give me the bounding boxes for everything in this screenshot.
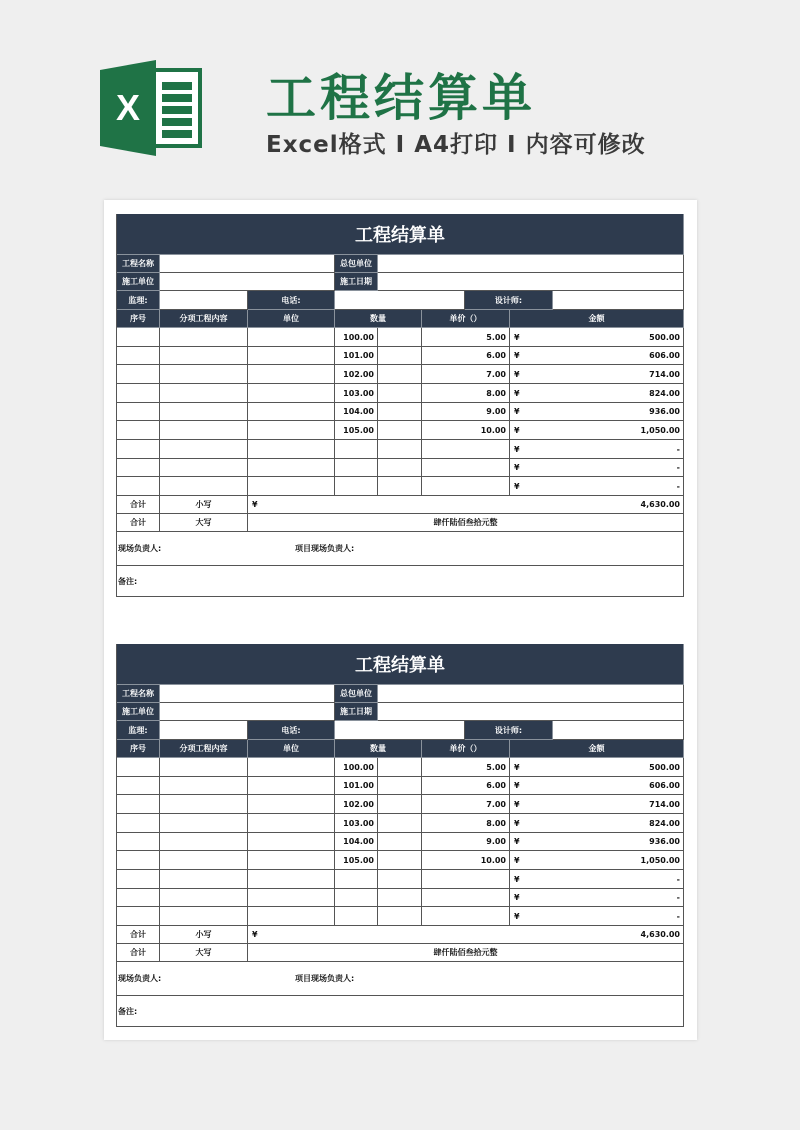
amount-cell[interactable] xyxy=(510,365,684,384)
currency-symbol: ¥ xyxy=(514,407,520,416)
site-manager-label: 现场负责人: xyxy=(118,974,162,983)
banner-subtitle: Excel格式 I A4打印 I 内容可修改 xyxy=(266,132,646,158)
item-content-cell[interactable] xyxy=(160,421,248,440)
quantity-extra-cell[interactable] xyxy=(378,403,422,421)
total-label[interactable]: 合计 xyxy=(117,514,160,532)
row-index-cell[interactable] xyxy=(117,459,160,477)
column-header: 数量 xyxy=(335,310,422,328)
currency-symbol: ¥ xyxy=(514,762,520,772)
row-index-cell[interactable] xyxy=(117,870,160,889)
unit-price-cell[interactable]: 10.00 xyxy=(422,421,510,440)
currency-symbol: ¥ xyxy=(514,388,520,398)
unit-cell[interactable] xyxy=(248,421,335,440)
currency-symbol: ¥ xyxy=(514,837,520,846)
item-content-cell[interactable] xyxy=(160,889,248,907)
general-contractor-field[interactable] xyxy=(378,685,684,703)
total-big-cell[interactable]: 肆仟陆佰叁拾元整 xyxy=(248,514,684,532)
item-content-cell[interactable] xyxy=(160,907,248,926)
small-label[interactable]: 小写 xyxy=(160,496,248,514)
total-small-value: 4,630.00 xyxy=(640,930,680,939)
quantity-extra-cell[interactable] xyxy=(378,833,422,851)
amount-value: - xyxy=(676,481,680,491)
amount-value: 936.00 xyxy=(649,837,680,846)
column-header: 分项工程内容 xyxy=(160,310,248,328)
signature-row[interactable] xyxy=(117,962,684,996)
item-content-cell[interactable] xyxy=(160,347,248,365)
quantity-cell[interactable]: 102.00 xyxy=(335,365,378,384)
currency-symbol: ¥ xyxy=(514,799,520,809)
currency-symbol: ¥ xyxy=(252,500,258,509)
unit-cell[interactable] xyxy=(248,459,335,477)
total-big-cell[interactable]: 肆仟陆佰叁拾元整 xyxy=(248,944,684,962)
total-label[interactable]: 合计 xyxy=(117,944,160,962)
label-project-name: 工程名称 xyxy=(117,685,160,703)
unit-price-cell[interactable] xyxy=(422,870,510,889)
settlement-sheet-1 xyxy=(117,214,684,597)
amount-value: 500.00 xyxy=(649,332,680,342)
quantity-cell[interactable]: 105.00 xyxy=(335,851,378,870)
phone-field[interactable] xyxy=(335,291,465,310)
row-index-cell[interactable] xyxy=(117,384,160,403)
quantity-cell[interactable]: 102.00 xyxy=(335,795,378,814)
amount-cell[interactable] xyxy=(510,440,684,459)
amount-cell[interactable] xyxy=(510,384,684,403)
quantity-extra-cell[interactable] xyxy=(378,365,422,384)
amount-value: - xyxy=(676,444,680,454)
row-index-cell[interactable] xyxy=(117,795,160,814)
quantity-cell[interactable] xyxy=(335,440,378,459)
unit-cell[interactable] xyxy=(248,814,335,833)
unit-cell[interactable] xyxy=(248,758,335,777)
currency-symbol: ¥ xyxy=(514,351,520,360)
quantity-extra-cell[interactable] xyxy=(378,440,422,459)
unit-price-cell[interactable]: 5.00 xyxy=(422,328,510,347)
phone-field[interactable] xyxy=(335,721,465,740)
currency-symbol: ¥ xyxy=(514,332,520,342)
amount-cell[interactable] xyxy=(510,758,684,777)
unit-price-cell[interactable]: 6.00 xyxy=(422,777,510,795)
currency-symbol: ¥ xyxy=(514,818,520,828)
amount-cell[interactable] xyxy=(510,477,684,496)
label-supervisor: 监理: xyxy=(117,721,160,740)
label-construction-date: 施工日期 xyxy=(335,703,378,721)
construction-unit-field[interactable] xyxy=(160,703,335,721)
designer-field[interactable] xyxy=(553,721,684,740)
site-manager-label: 现场负责人: xyxy=(118,544,162,553)
amount-cell[interactable] xyxy=(510,870,684,889)
row-index-cell[interactable] xyxy=(117,889,160,907)
amount-value: 606.00 xyxy=(649,351,680,360)
column-header: 单位 xyxy=(248,740,335,758)
unit-cell[interactable] xyxy=(248,365,335,384)
quantity-extra-cell[interactable] xyxy=(378,851,422,870)
currency-symbol: ¥ xyxy=(514,463,520,472)
unit-cell[interactable] xyxy=(248,870,335,889)
item-content-cell[interactable] xyxy=(160,870,248,889)
project-name-field[interactable] xyxy=(160,685,335,703)
sheet-title: 工程结算单 xyxy=(117,644,684,685)
signature-row[interactable] xyxy=(117,532,684,566)
label-designer: 设计师: xyxy=(465,291,553,310)
quantity-extra-cell[interactable] xyxy=(378,870,422,889)
sheet-title: 工程结算单 xyxy=(117,214,684,255)
label-general-contractor: 总包单位 xyxy=(335,255,378,273)
quantity-cell[interactable]: 103.00 xyxy=(335,814,378,833)
amount-cell[interactable] xyxy=(510,814,684,833)
unit-price-cell[interactable] xyxy=(422,889,510,907)
row-index-cell[interactable] xyxy=(117,851,160,870)
quantity-cell[interactable] xyxy=(335,459,378,477)
item-content-cell[interactable] xyxy=(160,365,248,384)
row-index-cell[interactable] xyxy=(117,403,160,421)
unit-price-cell[interactable] xyxy=(422,907,510,926)
unit-price-cell[interactable] xyxy=(422,459,510,477)
label-phone: 电话: xyxy=(248,721,335,740)
project-name-field[interactable] xyxy=(160,255,335,273)
row-index-cell[interactable] xyxy=(117,421,160,440)
unit-cell[interactable] xyxy=(248,889,335,907)
item-content-cell[interactable] xyxy=(160,833,248,851)
unit-cell[interactable] xyxy=(248,907,335,926)
item-content-cell[interactable] xyxy=(160,795,248,814)
row-index-cell[interactable] xyxy=(117,777,160,795)
designer-field[interactable] xyxy=(553,291,684,310)
column-header: 数量 xyxy=(335,740,422,758)
label-supervisor: 监理: xyxy=(117,291,160,310)
quantity-extra-cell[interactable] xyxy=(378,777,422,795)
column-header: 序号 xyxy=(117,310,160,328)
label-project-name: 工程名称 xyxy=(117,255,160,273)
currency-symbol: ¥ xyxy=(514,444,520,454)
amount-value: 824.00 xyxy=(649,818,680,828)
currency-symbol: ¥ xyxy=(514,855,520,865)
quantity-cell[interactable]: 101.00 xyxy=(335,347,378,365)
currency-symbol: ¥ xyxy=(514,425,520,435)
amount-value: 936.00 xyxy=(649,407,680,416)
project-site-manager-label: 项目现场负责人: xyxy=(295,974,355,983)
unit-price-cell[interactable]: 9.00 xyxy=(422,403,510,421)
currency-symbol: ¥ xyxy=(514,481,520,491)
total-small-cell[interactable] xyxy=(248,496,684,514)
quantity-extra-cell[interactable] xyxy=(378,328,422,347)
unit-price-cell[interactable]: 7.00 xyxy=(422,795,510,814)
unit-cell[interactable] xyxy=(248,851,335,870)
remarks-label: 备注: xyxy=(118,1006,138,1016)
unit-price-cell[interactable] xyxy=(422,440,510,459)
amount-cell[interactable] xyxy=(510,347,684,365)
row-index-cell[interactable] xyxy=(117,833,160,851)
column-header: 序号 xyxy=(117,740,160,758)
row-index-cell[interactable] xyxy=(117,347,160,365)
column-header: 分项工程内容 xyxy=(160,740,248,758)
amount-cell[interactable] xyxy=(510,328,684,347)
unit-cell[interactable] xyxy=(248,347,335,365)
currency-symbol: ¥ xyxy=(252,930,258,939)
item-content-cell[interactable] xyxy=(160,777,248,795)
general-contractor-field[interactable] xyxy=(378,255,684,273)
construction-unit-field[interactable] xyxy=(160,273,335,291)
quantity-extra-cell[interactable] xyxy=(378,795,422,814)
unit-cell[interactable] xyxy=(248,384,335,403)
amount-value: 1,050.00 xyxy=(640,425,680,435)
amount-value: 824.00 xyxy=(649,388,680,398)
amount-cell[interactable] xyxy=(510,459,684,477)
quantity-cell[interactable] xyxy=(335,870,378,889)
big-label[interactable]: 大写 xyxy=(160,944,248,962)
total-small-value: 4,630.00 xyxy=(640,500,680,509)
row-index-cell[interactable] xyxy=(117,440,160,459)
column-header: 单价（） xyxy=(422,740,510,758)
quantity-extra-cell[interactable] xyxy=(378,421,422,440)
quantity-extra-cell[interactable] xyxy=(378,384,422,403)
big-label[interactable]: 大写 xyxy=(160,514,248,532)
unit-price-cell[interactable]: 5.00 xyxy=(422,758,510,777)
currency-symbol: ¥ xyxy=(514,369,520,379)
quantity-extra-cell[interactable] xyxy=(378,347,422,365)
row-index-cell[interactable] xyxy=(117,477,160,496)
banner-title: 工程结算单 xyxy=(266,69,536,127)
label-phone: 电话: xyxy=(248,291,335,310)
amount-cell[interactable] xyxy=(510,777,684,795)
quantity-cell[interactable] xyxy=(335,907,378,926)
amount-value: 1,050.00 xyxy=(640,855,680,865)
project-site-manager-label: 项目现场负责人: xyxy=(295,544,355,553)
unit-cell[interactable] xyxy=(248,833,335,851)
quantity-cell[interactable]: 104.00 xyxy=(335,403,378,421)
amount-cell[interactable] xyxy=(510,403,684,421)
label-construction-unit: 施工单位 xyxy=(117,703,160,721)
supervisor-field[interactable] xyxy=(160,291,248,310)
unit-cell[interactable] xyxy=(248,795,335,814)
unit-price-cell[interactable]: 6.00 xyxy=(422,347,510,365)
amount-value: 606.00 xyxy=(649,781,680,790)
amount-value: - xyxy=(676,463,680,472)
excel-logo-icon xyxy=(100,60,202,156)
item-content-cell[interactable] xyxy=(160,851,248,870)
unit-cell[interactable] xyxy=(248,440,335,459)
amount-value: 714.00 xyxy=(649,369,680,379)
label-construction-date: 施工日期 xyxy=(335,273,378,291)
amount-cell[interactable] xyxy=(510,795,684,814)
amount-value: - xyxy=(676,893,680,902)
svg-text:X: X xyxy=(115,87,141,128)
remarks-row[interactable] xyxy=(117,566,684,597)
amount-value: 714.00 xyxy=(649,799,680,809)
quantity-extra-cell[interactable] xyxy=(378,889,422,907)
quantity-extra-cell[interactable] xyxy=(378,907,422,926)
quantity-extra-cell[interactable] xyxy=(378,758,422,777)
unit-price-cell[interactable] xyxy=(422,477,510,496)
column-header: 金额 xyxy=(510,740,684,758)
quantity-extra-cell[interactable] xyxy=(378,477,422,496)
quantity-cell[interactable]: 100.00 xyxy=(335,758,378,777)
unit-cell[interactable] xyxy=(248,477,335,496)
label-designer: 设计师: xyxy=(465,721,553,740)
unit-cell[interactable] xyxy=(248,403,335,421)
item-content-cell[interactable] xyxy=(160,384,248,403)
construction-date-field[interactable] xyxy=(378,703,684,721)
amount-cell[interactable] xyxy=(510,421,684,440)
row-index-cell[interactable] xyxy=(117,328,160,347)
amount-value: 500.00 xyxy=(649,762,680,772)
remarks-label: 备注: xyxy=(118,576,138,586)
label-construction-unit: 施工单位 xyxy=(117,273,160,291)
item-content-cell[interactable] xyxy=(160,758,248,777)
item-content-cell[interactable] xyxy=(160,403,248,421)
row-index-cell[interactable] xyxy=(117,758,160,777)
currency-symbol: ¥ xyxy=(514,874,520,884)
quantity-extra-cell[interactable] xyxy=(378,459,422,477)
row-index-cell[interactable] xyxy=(117,907,160,926)
quantity-cell[interactable]: 104.00 xyxy=(335,833,378,851)
amount-cell[interactable] xyxy=(510,851,684,870)
item-content-cell[interactable] xyxy=(160,328,248,347)
total-small-cell[interactable] xyxy=(248,926,684,944)
amount-value: - xyxy=(676,911,680,921)
quantity-cell[interactable]: 100.00 xyxy=(335,328,378,347)
quantity-cell[interactable]: 103.00 xyxy=(335,384,378,403)
column-header: 金额 xyxy=(510,310,684,328)
item-content-cell[interactable] xyxy=(160,814,248,833)
currency-symbol: ¥ xyxy=(514,781,520,790)
item-content-cell[interactable] xyxy=(160,440,248,459)
unit-cell[interactable] xyxy=(248,328,335,347)
remarks-row[interactable] xyxy=(117,996,684,1027)
quantity-cell[interactable] xyxy=(335,889,378,907)
small-label[interactable]: 小写 xyxy=(160,926,248,944)
unit-price-cell[interactable]: 7.00 xyxy=(422,365,510,384)
total-label[interactable]: 合计 xyxy=(117,496,160,514)
row-index-cell[interactable] xyxy=(117,814,160,833)
row-index-cell[interactable] xyxy=(117,365,160,384)
quantity-cell[interactable]: 101.00 xyxy=(335,777,378,795)
column-header: 单价（） xyxy=(422,310,510,328)
supervisor-field[interactable] xyxy=(160,721,248,740)
amount-cell[interactable] xyxy=(510,907,684,926)
quantity-extra-cell[interactable] xyxy=(378,814,422,833)
unit-price-cell[interactable]: 8.00 xyxy=(422,814,510,833)
settlement-sheet-2 xyxy=(117,644,684,1027)
amount-cell[interactable] xyxy=(510,833,684,851)
total-label[interactable]: 合计 xyxy=(117,926,160,944)
construction-date-field[interactable] xyxy=(378,273,684,291)
unit-price-cell[interactable]: 10.00 xyxy=(422,851,510,870)
amount-cell[interactable] xyxy=(510,889,684,907)
currency-symbol: ¥ xyxy=(514,911,520,921)
label-general-contractor: 总包单位 xyxy=(335,685,378,703)
item-content-cell[interactable] xyxy=(160,459,248,477)
item-content-cell[interactable] xyxy=(160,477,248,496)
quantity-cell[interactable] xyxy=(335,477,378,496)
unit-price-cell[interactable]: 9.00 xyxy=(422,833,510,851)
unit-cell[interactable] xyxy=(248,777,335,795)
quantity-cell[interactable]: 105.00 xyxy=(335,421,378,440)
unit-price-cell[interactable]: 8.00 xyxy=(422,384,510,403)
amount-value: - xyxy=(676,874,680,884)
column-header: 单位 xyxy=(248,310,335,328)
currency-symbol: ¥ xyxy=(514,893,520,902)
